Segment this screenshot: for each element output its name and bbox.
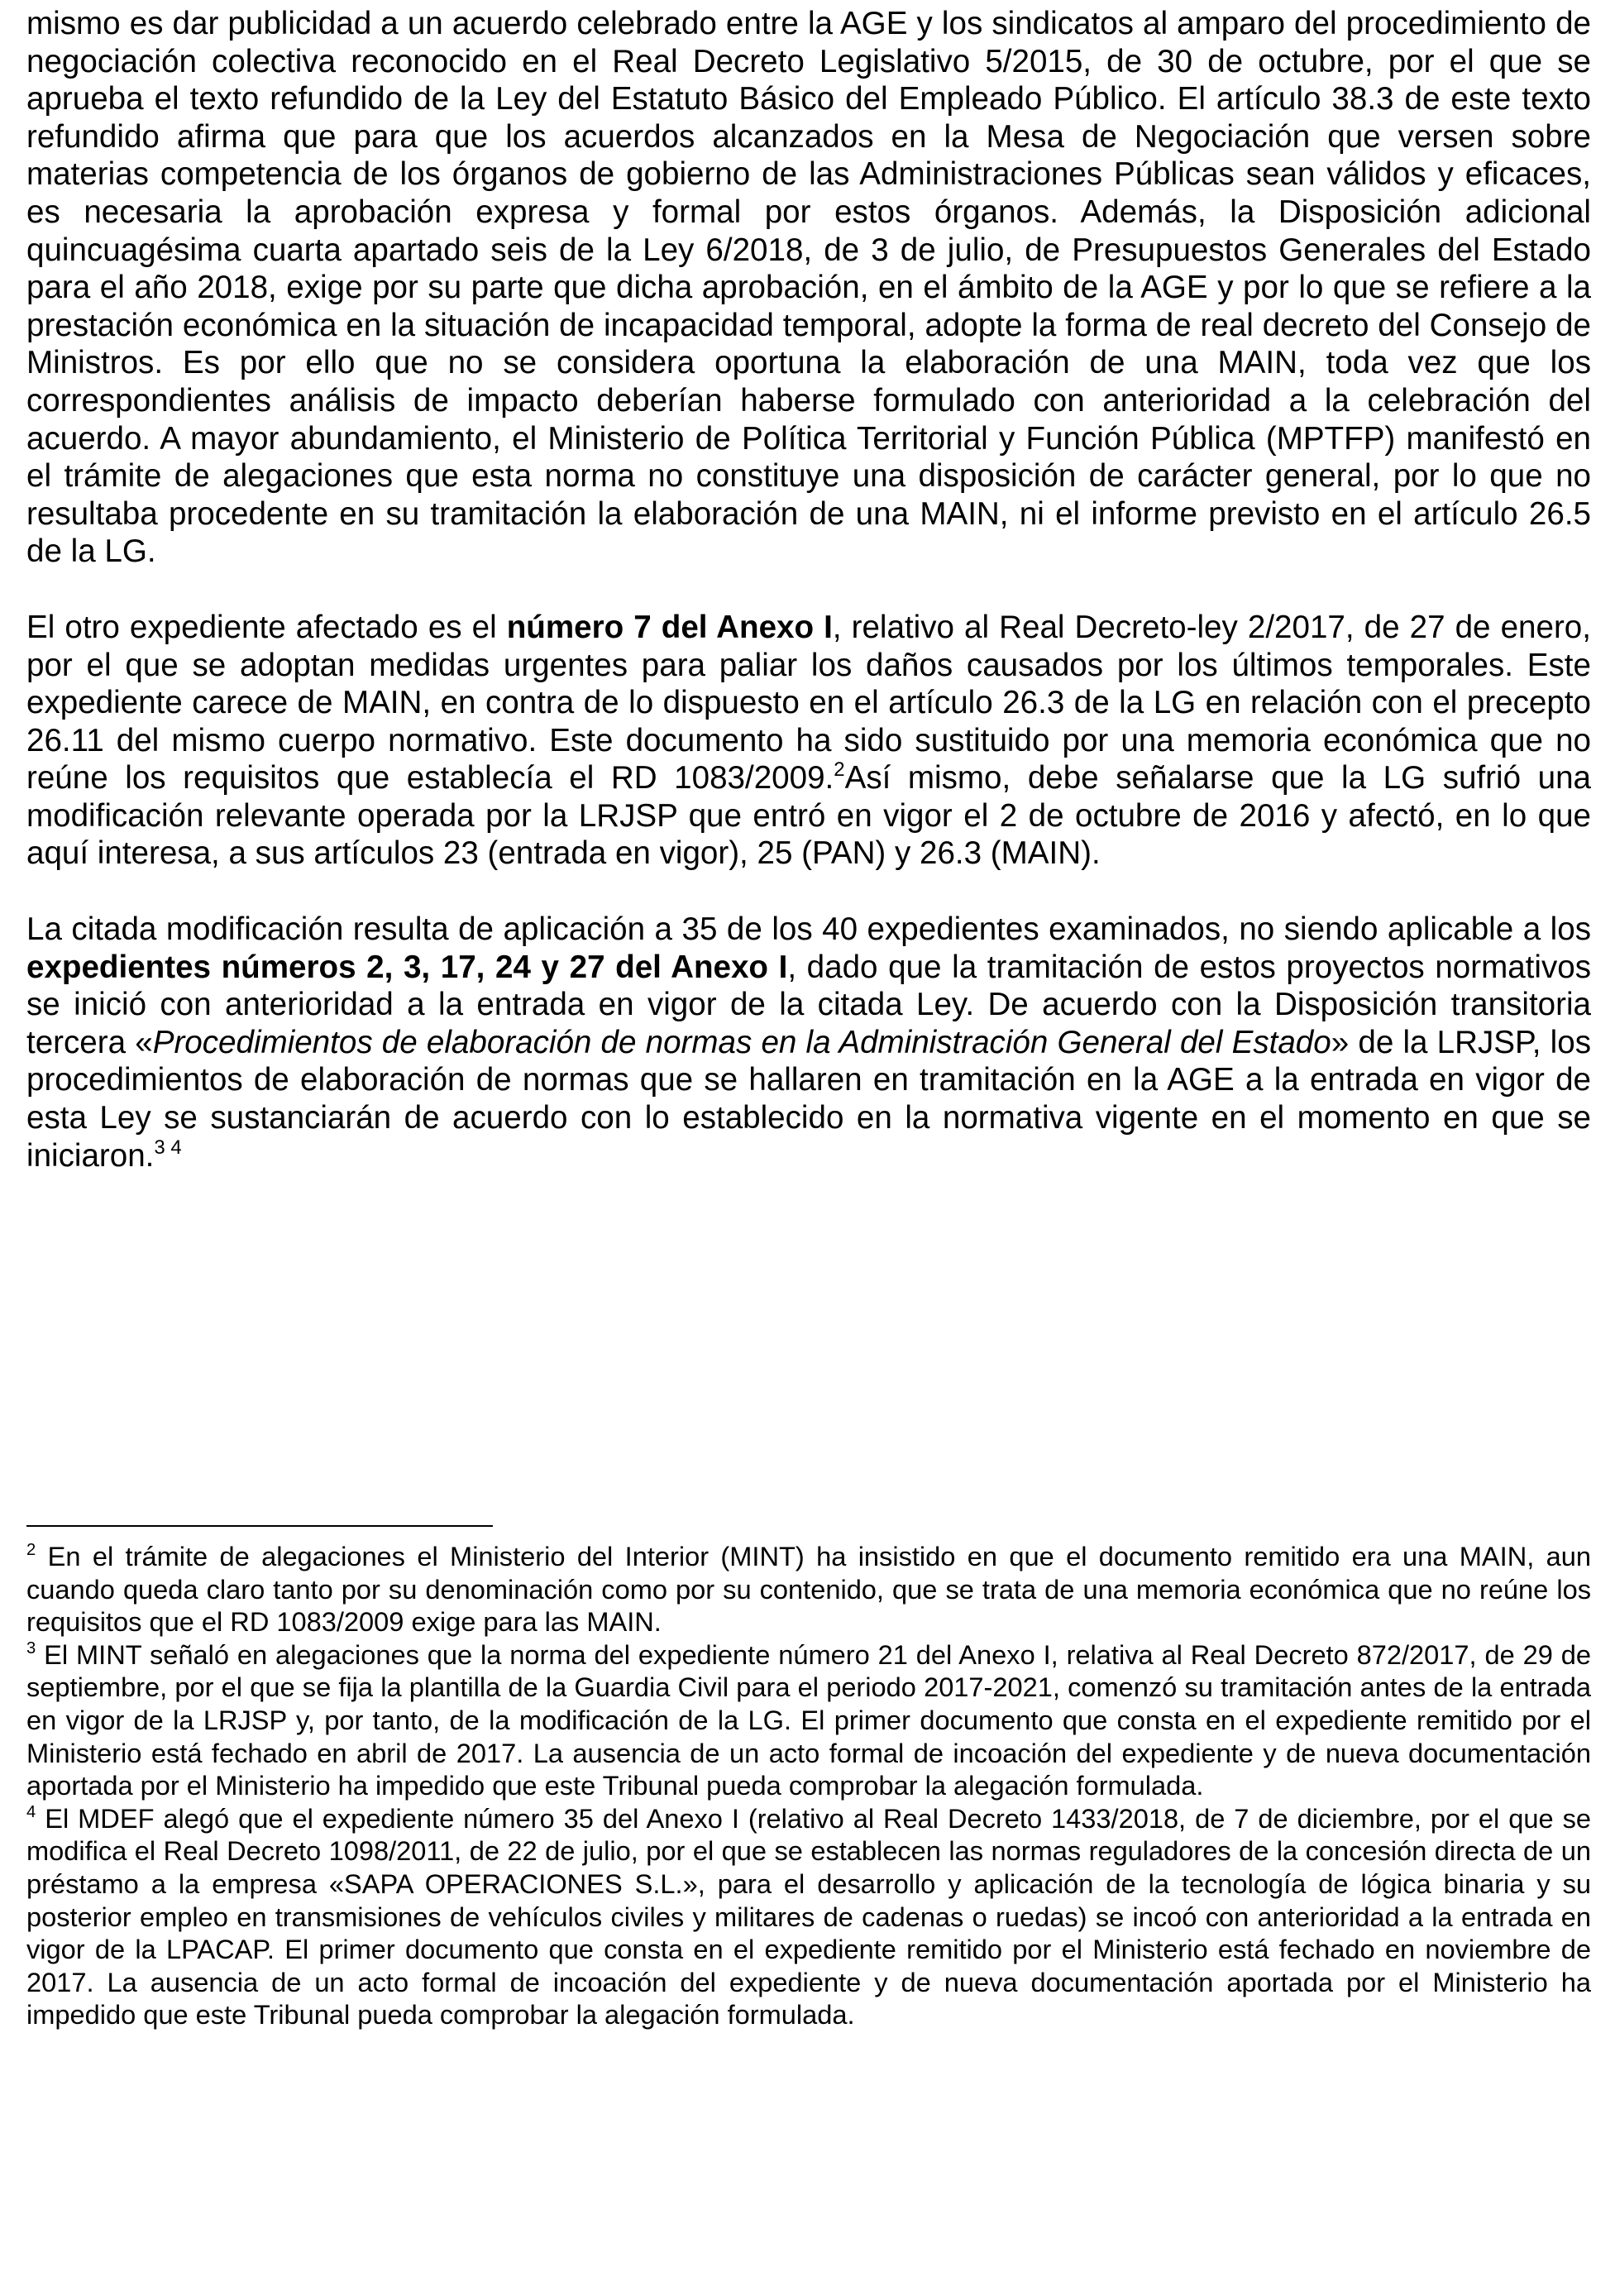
footnote-3 <box>26 1638 1591 1802</box>
footnote-4-text: El MDEF alegó que el expediente número 35 del Anexo I (relativo al Real Decreto 1433/2018, de 7 de diciembre, por el que se modifica el Real Decreto 1098/2011, de 22 de julio, por el que se establecen las normas reguladores de la concesión directa de un préstamo a la empresa «SAPA OPERACIONES S.L.», para el desarrollo y aplicación de la tecnología de lógica binaria y su posterior empleo en transmisiones de vehículos civiles y militares de cadenas o ruedas) se incoó con anterioridad a la entrada en vigor de la LPACAP. El primer documento que consta en el expediente remitido por el Ministerio está fechado en noviembre de 2017. La ausencia de un acto formal de incoación del expediente y de nueva documentación aportada por el Ministerio ha impedido que este Tribunal pueda comprobar la alegación formulada. <box>26 1802 1591 2031</box>
paragraph-3-text-c: » de la LRJSP, los procedimientos de elaboración de normas que se hallaren en tramitación en la AGE a la entrada en vigor de esta Ley se sustanciarán de acuerdo con lo establecido en la normativa vigente en el momento en que se iniciaron. <box>26 1024 1591 1174</box>
paragraph-2-text-b: , relativo al Real Decreto-ley 2/2017, de 27 de enero, por el que se adoptan medidas urgentes para paliar los daños causados por los últimos temporales. Este expediente carece de MAIN, en contra de lo dispuesto en el artículo 26.3 de la LG en relación con el precepto 26.11 del mismo cuerpo normativo. Este documento ha sido sustituido por una memoria económica que no reúne los requisitos que establecía el RD 1083/2009. <box>26 609 1591 796</box>
footnote-3-text: El MINT señaló en alegaciones que la norma del expediente número 21 del Anexo I, relativa al Real Decreto 872/2017, de 29 de septiembre, por el que se fija la plantilla de la Guardia Civil para el periodo 2017-2021, comenzó su tramitación antes de la entrada en vigor de la LRJSP y, por tanto, de la modificación de la LG. El primer documento que consta en el expediente remitido por el Ministerio está fechado en abril de 2017. La ausencia de un acto formal de incoación del expediente y de nueva documentación aportada por el Ministerio ha impedido que este Tribunal pueda comprobar la alegación formulada. <box>26 1638 1591 1801</box>
paragraph-2-text-a: El otro expediente afectado es el <box>26 609 507 645</box>
paragraph-3-text-b: , dado que la tramitación de estos proyectos normativos se inició con anterioridad a la entrada en vigor de la citada Ley. De acuerdo con la Disposición transitoria tercera « <box>26 949 1591 1060</box>
paragraph-2-text-c: Así mismo, debe señalarse que la LG sufrió una modificación relevante operada por la LRJSP que entró en vigor el 2 de octubre de 2016 y afectó, en lo que aquí interesa, a sus artículos 23 (entrada en vigor), 25 (PAN) y 26.3 (MAIN). <box>26 760 1592 872</box>
paragraph-2 <box>26 609 1591 873</box>
footnote-2 <box>26 1540 1591 1638</box>
footnote-separator <box>26 1525 493 1527</box>
footnote-ref-3-4[interactable]: 3 4 <box>154 1136 182 1159</box>
paragraph-2-bold-reference: número 7 del Anexo I <box>506 609 833 645</box>
paragraph-1 <box>26 5 1591 571</box>
footnote-marker-4: 4 <box>26 1802 36 1821</box>
footnote-marker-3: 3 <box>26 1638 36 1657</box>
paragraph-3 <box>26 911 1591 1174</box>
paragraph-3-bold-reference: expedientes números 2, 3, 17, 24 y 27 del Anexo I <box>26 949 788 985</box>
paragraph-3-text-a: La citada modificación resulta de aplicación a 35 de los 40 expedientes examinados, no siendo aplicable a los <box>26 911 1591 948</box>
footnotes <box>26 1540 1591 2031</box>
footnote-marker-2: 2 <box>26 1541 36 1560</box>
footnote-ref-2[interactable]: 2 <box>834 758 845 782</box>
paragraph-1-text: mismo es dar publicidad a un acuerdo celebrado entre la AGE y los sindicatos al amparo del procedimiento de negociación colectiva reconocido en el Real Decreto Legislativo 5/2015, de 30 de octubre, por el que se aprueba el texto refundido de la Ley del Estatuto Básico del Empleado Público. El artículo 38.3 de este texto refundido afirma que para que los acuerdos alcanzados en la Mesa de Negociación que versen sobre materias competencia de los órganos de gobierno de las Administraciones Públicas sean válidos y eficaces, es necesaria la aprobación expresa y formal por estos órganos. Además, la Disposición adicional quincuagésima cuarta apartado seis de la Ley 6/2018, de 3 de julio, de Presupuestos Generales del Estado para el año 2018, exige por su parte que dicha aprobación, en el ámbito de la AGE y por lo que se refiere a la prestación económica en la situación de incapacidad temporal, adopte la forma de real decreto del Consejo de Ministros. Es por ello que no se considera oportuna la elaboración de una MAIN, toda vez que los correspondientes análisis de impacto deberían haberse formulado con anterioridad a la celebración del acuerdo. A mayor abundamiento, el Ministerio de Política Territorial y Función Pública (MPTFP) manifestó en el trámite de alegaciones que esta norma no constituye una disposición de carácter general, por lo que no resultaba procedente en su tramitación la elaboración de una MAIN, ni el informe previsto en el artículo 26.5 de la LG. <box>26 6 1591 570</box>
footnote-2-text: En el trámite de alegaciones el Ministerio del Interior (MINT) ha insistido en que el documento remitido era una MAIN, aun cuando queda claro tanto por su denominación como por su contenido, que se trata de una memoria económica que no reúne los requisitos que el RD 1083/2009 exige para las MAIN. <box>26 1541 1591 1638</box>
body-text <box>26 5 1591 1174</box>
footnote-4 <box>26 1802 1591 2031</box>
paragraph-3-italic-title: Procedimientos de elaboración de normas en la Administración General del Estado <box>152 1024 1331 1060</box>
